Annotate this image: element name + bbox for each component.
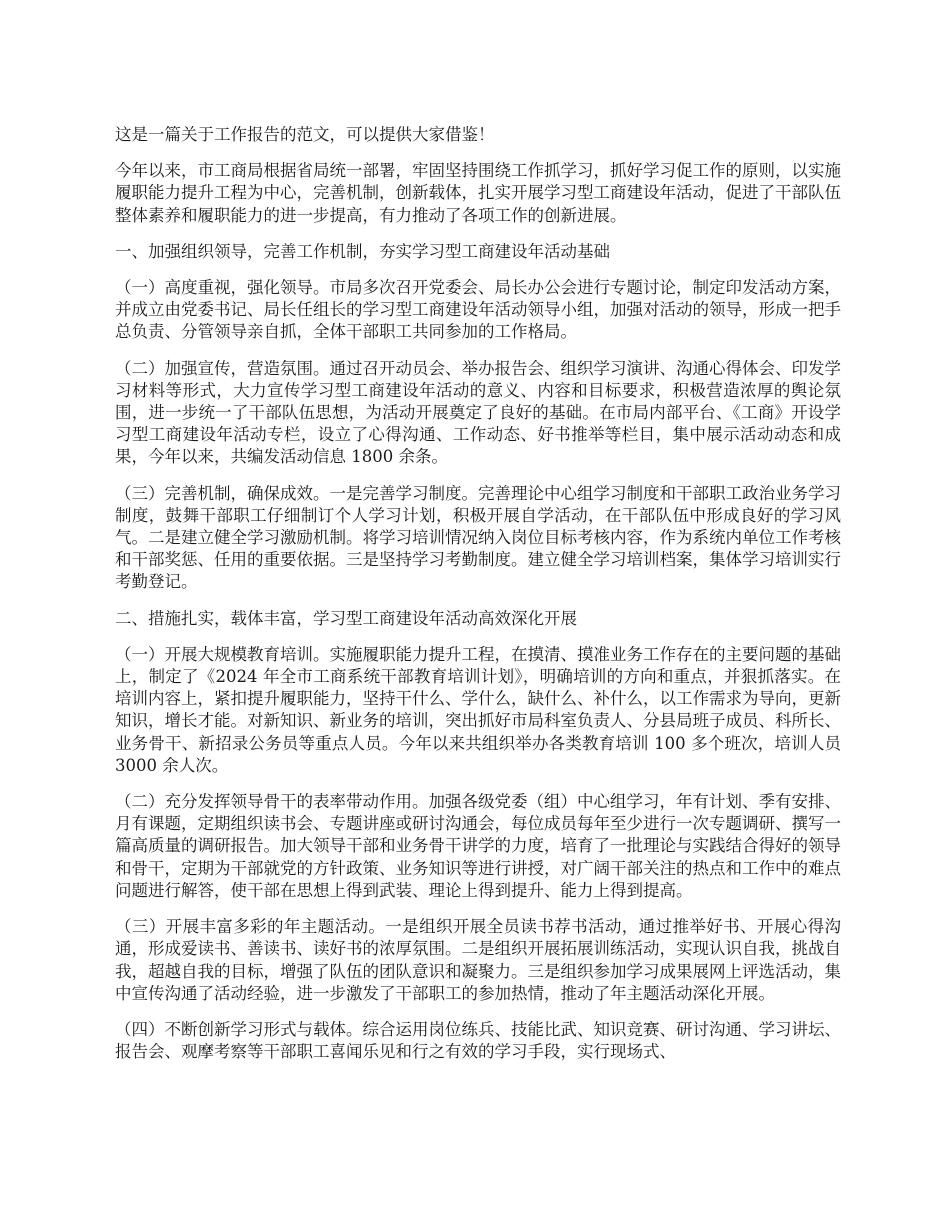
section-1-paragraph-1: （一）高度重视，强化领导。市局多次召开党委会、局长办公会进行专题讨论，制定印发活动方案，并成立由党委书记、局长任组长的学习型工商建设年活动领导小组，加强对活动的领导，形成一把手总负责、分管领导亲自抓，全体干部职工共同参加的工作格局。: [115, 278, 841, 342]
opening-paragraph: 今年以来，市工商局根据省局统一部署，牢固坚持围绕工作抓学习，抓好学习促工作的原则，以实施履职能力提升工程为中心，完善机制，创新载体，扎实开展学习型工商建设年活动，促进了干部队伍整体素养和履职能力的进一步提高，有力推动了各项工作的创新进展。: [115, 161, 841, 225]
section-heading-1: 一、加强组织领导，完善工作机制，夯实学习型工商建设年活动基础: [115, 241, 610, 261]
document-body: [115, 124, 841, 1077]
section-heading-2: 二、措施扎实，载体丰富，学习型工商建设年活动高效深化开展: [115, 608, 577, 628]
section-2-paragraph-3: （三）开展丰富多彩的年主题活动。一是组织开展全员读书荐书活动，通过推举好书、开展心得沟通，形成爱读书、善读书、读好书的浓厚氛围。二是组织开展拓展训练活动，实现认识自我，挑战自我，超越自我的目标，增强了队伍的团队意识和凝聚力。三是组织参加学习成果展网上评选活动，集中宣传沟通了活动经验，进一步激发了干部职工的参加热情，推动了年主题活动深化开展。: [115, 917, 841, 1003]
intro-paragraph: 这是一篇关于工作报告的范文，可以提供大家借鉴！: [115, 125, 495, 144]
section-2-paragraph-2: （二）充分发挥领导骨干的表率带动作用。加强各级党委（组）中心组学习，年有计划、季有安排、月有课题，定期组织读书会、专题讲座或研讨沟通会，每位成员每年至少进行一次专题调研、撰写一篇高质量的调研报告。加大领导干部和业务骨干讲学的力度，培育了一批理论与实践结合得好的领导和骨干，定期为干部就党的方针政策、业务知识等进行讲授，对广阔干部关注的热点和工作中的难点问题进行解答，使干部在思想上得到武装、理论上得到提升、能力上得到提高。: [115, 792, 841, 900]
section-2-paragraph-1: （一）开展大规模教育培训。实施履职能力提升工程，在摸清、摸准业务工作存在的主要问题的基础上，制定了《2024 年全市工商系统干部教育培训计划》，明确培训的方向和重点，并狠抓落实。在培训内容上，紧扣提升履职能力，坚持干什么、学什么，缺什么、补什么，以工作需求为导向，更新知识，增长才能。对新知识、新业务的培训，突出抓好市局科室负责人、分县局班子成员、科所长、业务骨干、新招录公务员等重点人员。今年以来共组织举办各类教育培训 100 多个班次，培训人员 3000 余人次。: [115, 644, 841, 775]
section-1-paragraph-2: （二）加强宣传，营造氛围。通过召开动员会、举办报告会、组织学习演讲、沟通心得体会、印发学习材料等形式，大力宣传学习型工商建设年活动的意义、内容和目标要求，积极营造浓厚的舆论氛围，进一步统一了干部队伍思想，为活动开展奠定了良好的基础。在市局内部平台、《工商》开设学习型工商建设年活动专栏，设立了心得沟通、工作动态、好书推举等栏目，集中展示活动动态和成果，今年以来，共编发活动信息 1800 余条。: [115, 358, 841, 467]
section-2-paragraph-4: （四）不断创新学习形式与载体。综合运用岗位练兵、技能比武、知识竞赛、研讨沟通、学习讲坛、报告会、观摩考察等干部职工喜闻乐见和行之有效的学习手段，实行现场式、: [115, 1019, 841, 1062]
section-1-paragraph-3: （三）完善机制，确保成效。一是完善学习制度。完善理论中心组学习制度和干部职工政治业务学习制度，鼓舞干部职工仔细制订个人学习计划，积极开展自学活动，在干部队伍中形成良好的学习风气。二是建立健全学习激励机制。将学习培训情况纳入岗位目标考核内容，作为系统内单位工作考核和干部奖惩、任用的重要依据。三是坚持学习考勤制度。建立健全学习培训档案，集体学习培训实行考勤登记。: [115, 483, 841, 592]
